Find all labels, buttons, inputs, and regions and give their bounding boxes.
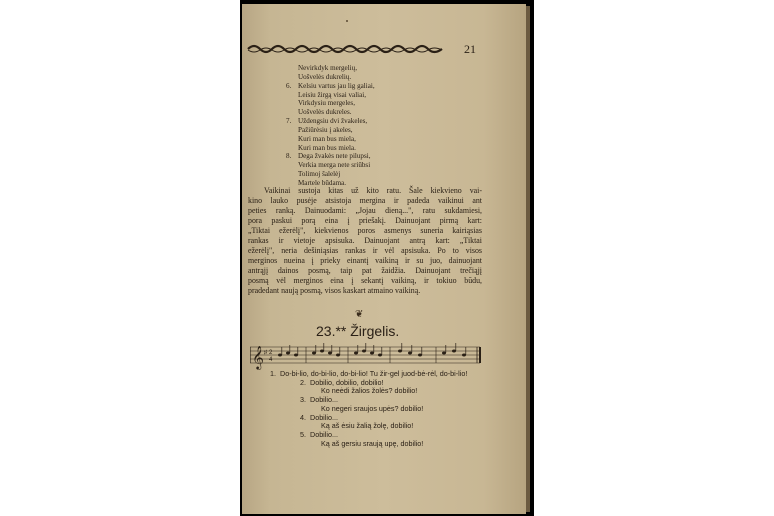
verse-text: Dobilio... [310,429,338,439]
svg-text:2: 2 [269,350,273,356]
poem-line-text: Virkdysiu mergeles, [298,99,355,108]
leaf-icon: ❦ [355,309,364,320]
verses-block [270,370,490,448]
verse-text: Ką aš ėsiu žalią žolę, dobilio! [321,421,414,431]
music-note [398,350,402,353]
page-number: 21 [464,42,476,56]
page-speck [346,20,348,22]
prose-line: peties ranką. Dainuodami: „Jojau dieną...", ratu sukdamiesi, [248,206,482,216]
music-note [378,354,382,357]
poem-line-text: Dega žvakės nete pilupsi, [298,152,371,161]
poem-line-text: Pažiūrėsiu į akeles, [298,125,353,134]
poem-line-text: Uošvelės dukrelių. [298,72,352,81]
poem-line [286,99,486,108]
poem-line [286,82,486,91]
verse-text: Ko neėdi žalios žolės? dobilio! [321,386,418,396]
poem-line-text: Leisiu žirgą visai valiai, [298,90,367,99]
music-note [362,350,366,353]
prose-line: Vaikinai sustoja kitas už kito ratu. Šale kiekvieno vai- [264,186,482,195]
poem-line-text: Kuri man bus miela, [298,134,356,143]
svg-text:♯: ♯ [264,350,267,356]
poem-line [286,91,486,100]
verse-number: 4. [300,412,306,422]
music-note [442,352,446,355]
prose-line: pradedant naują posmą, visos kaskart atmaino vaikiną. [248,286,421,296]
stanza-number: 6. [286,81,292,90]
song-title: 23.** Žirgelis. [316,323,400,339]
music-staff [250,342,482,372]
poem-line [286,64,486,73]
poem-line-text: Uždengsiu dvi žvakeles, [298,117,368,126]
verse-number: 3. [300,395,306,405]
prose-line: „Tiktai ežerėlį", kiekvienos poros asmenys suneria kairiąsias [248,226,482,236]
verse-line [270,440,490,449]
music-note [336,354,340,357]
music-note [462,354,466,357]
wavy-rule-ornament [246,43,446,55]
poem-line-text: Nevirkdyk mergelių, [298,64,357,72]
verse-number: 1. [270,369,276,378]
music-note [278,354,282,357]
poem-line [286,126,486,135]
music-note [328,352,332,355]
poem-line-text: Martele būdama. [298,178,347,187]
music-note [294,354,298,357]
verse-text: Dobilio, dobilio, dobilio! [310,377,384,387]
prose-line: posmą vėl merginos eina į sekantį vaikiną, ir tokiuo būdu, [248,276,482,286]
prose-line: kino lauko pusėje atsistoja mergina ir padeda vaikinui ant [248,196,482,206]
prose-line: ežerėlį", neria dešiniąsias rankas ir vėl apsisuka. Po to visos [248,246,482,256]
verse-number: 5. [300,429,306,439]
prose-line: merginos nueina į prieky einantį vaikiną ir su juo, dainuojant [248,256,482,266]
music-note [312,352,316,355]
prose-line: pora paskui porą eina į priešakį. Dainuojant pirmą kart: [248,216,482,226]
music-note [286,352,290,355]
music-note [370,352,374,355]
instructions-paragraph [248,186,482,297]
poem-line [286,144,486,153]
poem-line-text: Kelsiu vartus jau lig galiai, [298,81,375,90]
music-note [418,354,422,357]
music-note [320,350,324,353]
svg-text:4: 4 [269,357,273,363]
prose-line: antrąjį dainos posmą, taip pat žaidžia. Dainuojant trečiąjį [248,266,482,276]
poem-line [286,117,486,126]
music-note [452,350,456,353]
poem-line-text: Tolimoj šalelėj [298,170,341,179]
poem-line-text: Kuri man bus miela. [298,143,356,152]
verse-text: Ko negeri sraujos upės? dobilio! [321,403,424,413]
prose-line: rankas ir vietoje apsisuka. Dainuojant antrą kart: „Tiktai [248,236,482,246]
verse-text: Dobilio... [310,412,338,422]
poem-line [286,73,486,82]
book-page [242,4,526,514]
verse-text: Dobilio... [310,395,338,405]
poem-line-text: Verkia merga nete sriūbsi [298,161,371,170]
poem-line [286,152,486,161]
stanza-number: 7. [286,117,292,126]
poem-line-text: Uošvelės dukreles. [298,108,352,117]
verse-number: 2. [300,377,306,387]
poem-line [286,135,486,144]
verse-text: Do-bi-lio, do-bi-lio, do-bi-lio! Tu žir-gel juod-bė-rėl, do-bi-lio! [280,369,468,378]
page-edge [526,6,530,512]
music-note [354,352,358,355]
poem-block [286,64,486,188]
stanza-number: 8. [286,152,292,161]
music-note [408,352,412,355]
poem-line [286,108,486,117]
poem-line [286,161,486,170]
verse-text: Ką aš gersiu sraują upę, dobilio! [321,438,424,448]
poem-line [286,170,486,179]
svg-text:𝄞: 𝄞 [252,345,264,369]
